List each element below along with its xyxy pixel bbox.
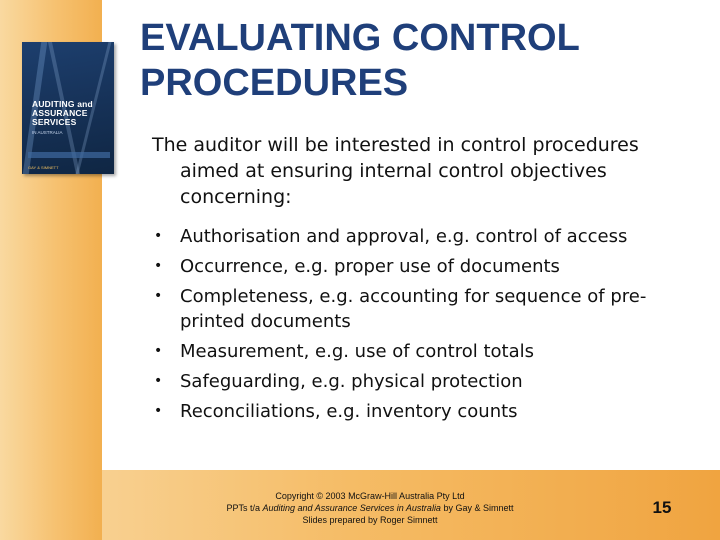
bullet-icon: • [154, 258, 163, 274]
credit-line [180, 502, 560, 514]
bullet-icon: • [154, 228, 163, 244]
bullet-text: Completeness, e.g. accounting for sequence of pre-printed documents [180, 286, 647, 332]
bullet-item [152, 284, 700, 334]
bullet-icon: • [154, 343, 163, 359]
bullet-text: Safeguarding, e.g. physical protection [180, 371, 523, 392]
bullet-icon: • [154, 373, 163, 389]
bullet-item [152, 339, 700, 364]
bullet-text: Authorisation and approval, e.g. control of access [180, 226, 628, 247]
book-title-line: ASSURANCE [32, 108, 88, 118]
bullet-item [152, 399, 700, 424]
bullet-icon: • [154, 288, 163, 304]
book-title-line: AUDITING and [32, 99, 93, 109]
bullet-text: Reconciliations, e.g. inventory counts [180, 401, 518, 422]
credit-suffix: by Gay & Simnett [440, 503, 514, 513]
copyright-notice [180, 490, 560, 526]
bullet-item [152, 369, 700, 394]
bullet-text: Measurement, e.g. use of control totals [180, 341, 534, 362]
slides-author-line: Slides prepared by Roger Simnett [302, 515, 438, 525]
book-cover-image [22, 42, 114, 174]
page-number: 15 [652, 498, 672, 517]
book-cover-authors: GAY & SIMNETT [28, 165, 59, 170]
book-title-reference: Auditing and Assurance Services in Australia [262, 503, 441, 513]
intro-text: The auditor will be interested in control procedures aimed at ensuring internal control objectives concerning: [152, 134, 639, 208]
bullet-item [152, 224, 700, 249]
bullet-text: Occurrence, e.g. proper use of documents [180, 256, 560, 277]
book-cover-subtitle: IN AUSTRALIA [32, 130, 63, 135]
bullet-list [152, 224, 700, 424]
credit-prefix: PPTs t/a [226, 503, 263, 513]
copyright-line: Copyright © 2003 McGraw-Hill Australia Pty Ltd [275, 491, 465, 501]
bullet-item [152, 254, 700, 279]
slide-body [152, 132, 700, 429]
book-cover-stripe [28, 152, 110, 158]
book-title-line: SERVICES [32, 117, 77, 127]
bullet-icon: • [154, 403, 163, 419]
book-cover-title [32, 100, 110, 127]
slide-title: EVALUATING CONTROL PROCEDURES [140, 17, 580, 104]
